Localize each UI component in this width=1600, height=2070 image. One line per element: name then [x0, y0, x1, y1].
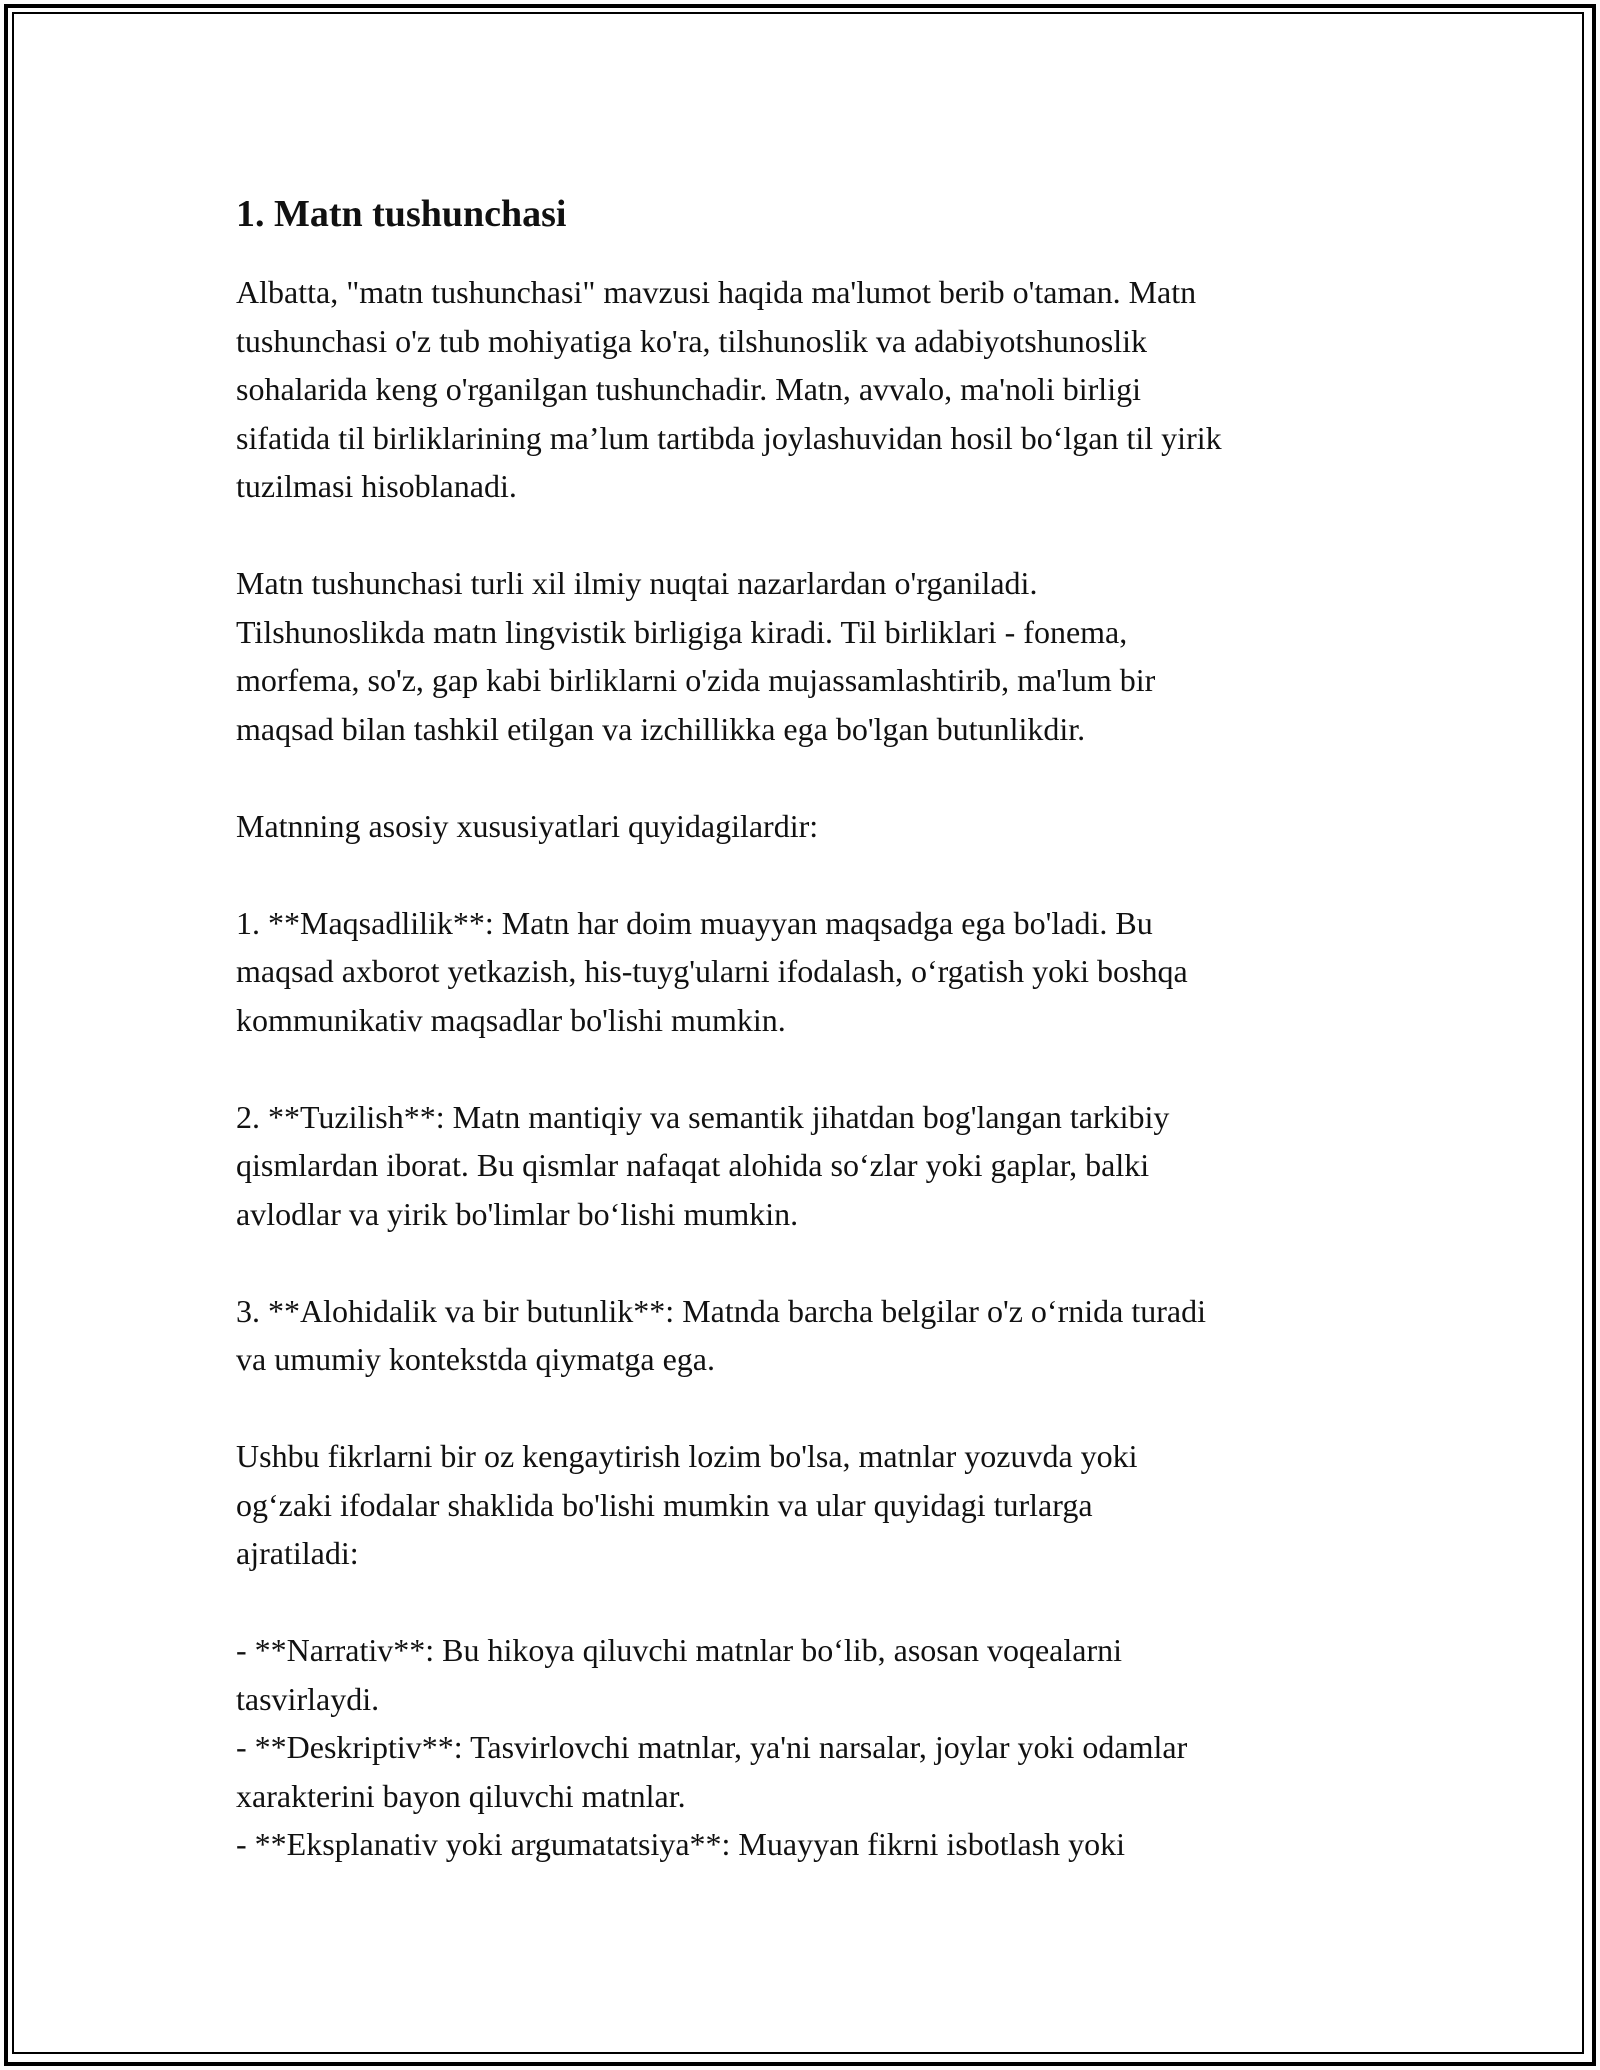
paragraph-gap — [236, 1044, 1376, 1093]
text-line: qismlardan iborat. Bu qismlar nafaqat alohida so‘zlar yoki gaplar, balki — [236, 1147, 1150, 1183]
paragraph-gap — [236, 1384, 1376, 1433]
text-line: Tilshunoslikda matn lingvistik birligiga kiradi. Til birliklari - fonema, — [236, 613, 1128, 650]
paragraph-gap — [236, 1238, 1376, 1287]
text-line: va umumiy kontekstda qiymatga ega. — [236, 1341, 715, 1377]
list-item-integrity — [236, 1287, 1376, 1384]
bullet-list-types — [236, 1626, 1376, 1869]
text-line: tuzilmasi hisoblanadi. — [236, 468, 517, 504]
text-line: og‘zaki ifodalar shaklida bo'lishi mumkin va ular quyidagi turlarga — [236, 1486, 1093, 1523]
text-line: tasvirlaydi. — [236, 1680, 380, 1717]
text-line: sohalarida keng o'rganilgan tushunchadir. Matn, avvalo, ma'noli birligi — [236, 371, 1141, 407]
text-line: - **Narrativ**: Bu hikoya qiluvchi matnlar bo‘lib, asosan voqealarni — [236, 1632, 1122, 1668]
text-line: 1. **Maqsadlilik**: Matn har doim muayyan maqsadga ega bo'ladi. Bu — [236, 904, 1153, 941]
text-line: - **Deskriptiv**: Tasvirlovchi matnlar, ya'ni narsalar, joylar yoki odamlar — [236, 1729, 1188, 1765]
paragraph-gap — [236, 850, 1376, 899]
text-line: Matnning asosiy xususiyatlari quyidagilardir: — [236, 807, 819, 844]
text-line: xarakterini bayon qiluvchi matnlar. — [236, 1777, 686, 1814]
paragraph-gap — [236, 511, 1376, 560]
text-line: avlodlar va yirik bo'limlar bo‘lishi mumkin. — [236, 1195, 799, 1232]
page-title: 1. Matn tushunchasi — [236, 193, 567, 235]
list-item-purpose — [236, 899, 1376, 1045]
text-line: kommunikativ maqsadlar bo'lishi mumkin. — [236, 1001, 786, 1038]
text-line: 3. **Alohidalik va bir butunlik**: Matnda barcha belgilar o'z o‘rnida turadi — [236, 1292, 1206, 1329]
paragraph-types-intro — [236, 1432, 1376, 1578]
text-line: maqsad bilan tashkil etilgan va izchillikka ega bo'lgan butunlikdir. — [236, 710, 1086, 747]
text-line: 2. **Tuzilish**: Matn mantiqiy va semantik jihatdan bog'langan tarkibiy — [236, 1098, 1170, 1135]
text-line: sifatida til birliklarining ma’lum tartibda joylashuvidan hosil bo‘lgan til yirik — [236, 419, 1222, 456]
paragraph-intro — [236, 268, 1376, 511]
text-line: maqsad axborot yetkazish, his-tuyg'ularni ifodalash, o‘rgatish yoki boshqa — [236, 953, 1188, 989]
text-line: Ushbu fikrlarni bir oz kengaytirish lozim bo'lsa, matnlar yozuvda yoki — [236, 1438, 1138, 1474]
paragraph-linguistics — [236, 559, 1376, 753]
text-line: Matn tushunchasi turli xil ilmiy nuqtai nazarlardan o'rganiladi. — [236, 565, 1038, 601]
text-line: Albatta, "matn tushunchasi" mavzusi haqida ma'lumot berib o'taman. Matn — [236, 274, 1197, 310]
text-line: - **Eksplanativ yoki argumatatsiya**: Muayyan fikrni isbotlash yoki — [236, 1826, 1126, 1862]
paragraph-features-intro — [236, 802, 1376, 851]
text-line: morfema, so'z, gap kabi birliklarni o'zida mujassamlashtirib, ma'lum bir — [236, 662, 1156, 698]
paragraph-gap — [236, 753, 1376, 802]
text-line: tushunchasi o'z tub mohiyatiga ko'ra, tilshunoslik va adabiyotshunoslik — [236, 322, 1147, 359]
paragraph-gap — [236, 1578, 1376, 1627]
list-item-structure — [236, 1093, 1376, 1239]
text-line: ajratiladi: — [236, 1535, 359, 1571]
document-page — [236, 186, 1376, 1869]
